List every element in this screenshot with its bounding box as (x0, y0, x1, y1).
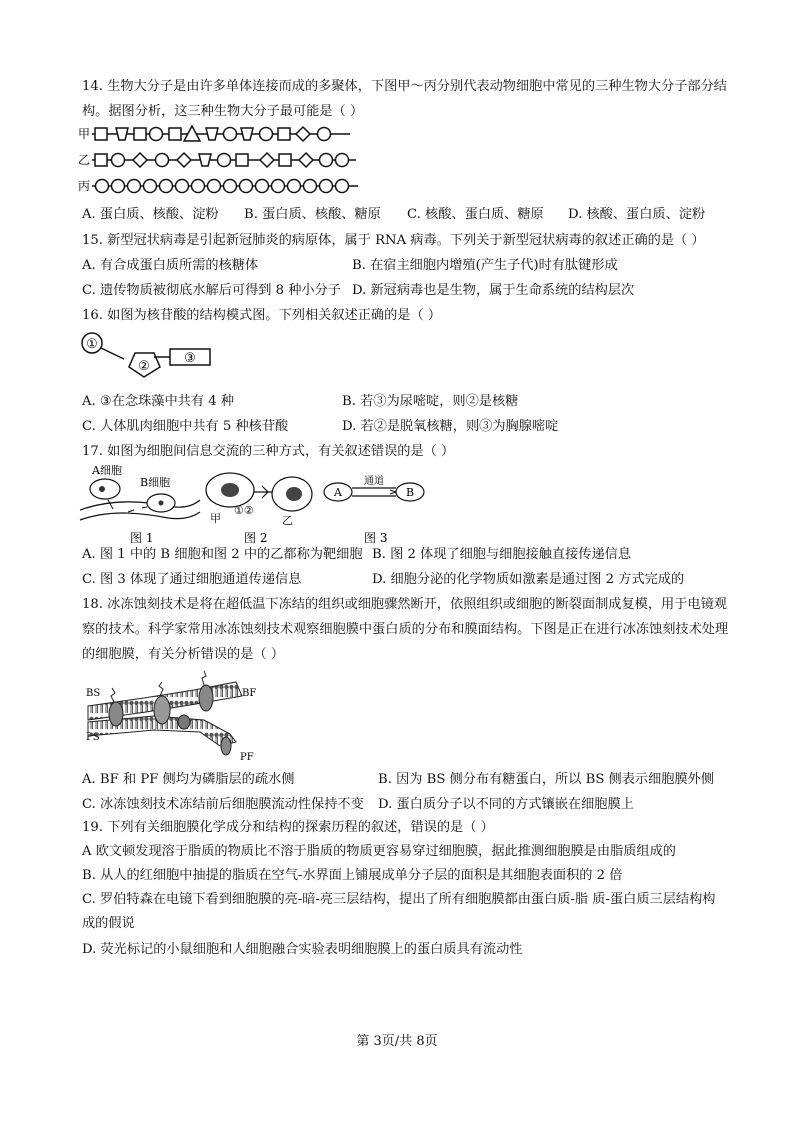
q16-option-d: D. 若②是脱氧核糖，则③为胸腺嘧啶 (342, 419, 559, 434)
protein (154, 696, 170, 724)
q18-stem-line1: 18. 冰冻蚀刻技术是将在超低温下冻结的组织或细胞骤然断开，依照组织或细胞的断裂面制成复模，用于电镜观 (82, 597, 727, 612)
pf-label: PF (240, 752, 254, 763)
q18-option-b: B. 因为 BS 侧分布有糖蛋白，所以 BS 侧表示细胞膜外侧 (378, 772, 715, 787)
q17-signaling-figure (78, 462, 438, 546)
polymer-chain-jia (92, 126, 350, 141)
protein (109, 702, 123, 726)
q17-stem: 17. 如图为细胞间信息交流的三种方式，有关叙述错误的是（ ） (82, 444, 455, 459)
polymer-chain-yi (92, 153, 356, 167)
ps-label: PS (86, 732, 100, 743)
fig2-yi-label: 乙 (282, 514, 293, 527)
q15-option-a: A. 有合成蛋白质所需的核糖体 (82, 258, 259, 273)
row-label: 乙 (78, 153, 91, 167)
q16-option-a: A. ③在念珠藻中共有 4 种 (82, 394, 235, 409)
fig2-caption: 图 2 (244, 531, 268, 545)
fig1-b-cell-label: B细胞 (140, 476, 171, 489)
q18-stem-line3: 的细胞膜，有关分析错误的是（ ） (82, 647, 285, 662)
q19-stem: 19. 下列有关细胞膜化学成分和结构的探索历程的叙述，错误的是（ ） (82, 820, 494, 835)
label-1: ① (86, 337, 98, 352)
row-label: 丙 (78, 179, 91, 193)
q15-option-d: D. 新冠病毒也是生物，属于生命系统的结构层次 (352, 283, 635, 298)
q16-option-c: C. 人体肌肉细胞中共有 5 种核苷酸 (82, 419, 289, 434)
q17-option-d: D. 细胞分泌的化学物质如激素是通过图 2 方式完成的 (372, 572, 685, 587)
q18-option-c: C. 冰冻蚀刻技术冻结前后细胞膜流动性保持不变 (82, 797, 364, 812)
fig1-caption: 图 1 (130, 531, 154, 545)
fig3-caption: 图 3 (364, 531, 388, 545)
q15-stem: 15. 新型冠状病毒是引起新冠肺炎的病原体，属于 RNA 病毒。下列关于新型冠状病毒的叙述正确的是（ ） (82, 233, 705, 248)
q19-option-d: D. 荧光标记的小鼠细胞和人细胞融合实验表明细胞膜上的蛋白质具有流动性 (82, 942, 523, 957)
label-3: ③ (184, 351, 196, 366)
bs-label: BS (86, 688, 101, 699)
fig3-b-label: B (405, 486, 415, 499)
q14-polymer-figure (78, 124, 368, 200)
q18-option-a: A. BF 和 PF 侧均为磷脂层的疏水侧 (82, 772, 295, 787)
q18-stem-line2: 察的技术。科学家常用冰冻蚀刻技术观察细胞膜中蛋白质的分布和膜面结构。下图是正在进行冰冻蚀刻技术处理 (82, 622, 729, 637)
q15-option-c: C. 遗传物质被彻底水解后可得到 8 种小分子 (82, 283, 341, 298)
blood-vessel-bottom (80, 512, 200, 520)
label-2: ② (138, 359, 150, 374)
protein (199, 685, 213, 711)
q14-stem-line2: 构。据图分析，这三种生物大分子最可能是（ ） (82, 104, 364, 119)
q14-option-d: D. 核酸、蛋白质、淀粉 (568, 207, 706, 222)
q14-option-c: C. 核酸、蛋白质、糖原 (407, 207, 544, 222)
q16-option-b: B. 若③为尿嘧啶，则②是核糖 (342, 394, 519, 409)
fig1-a-cell-label: A细胞 (92, 464, 122, 477)
q14-option-a: A. 蛋白质、核酸、淀粉 (82, 207, 219, 222)
q15-option-b: B. 在宿主细胞内增殖(产生子代)时有肽键形成 (352, 258, 618, 273)
fig3-channel-label: 通道 (364, 476, 384, 487)
row-label: 甲 (78, 127, 91, 141)
q18-option-d: D. 蛋白质分子以不同的方式镶嵌在细胞膜上 (378, 797, 634, 812)
q14-stem-line1: 14. 生物大分子是由许多单体连接而成的多聚体，下图甲～丙分别代表动物细胞中常见的三种生物大分子部分结 (82, 79, 727, 94)
polymer-chain-bing (92, 180, 358, 193)
q17-option-b: B. 图 2 体现了细胞与细胞接触直接传递信息 (372, 547, 632, 562)
q14-option-b: B. 蛋白质、核酸、糖原 (244, 207, 381, 222)
fig2-jia-label: 甲 (210, 512, 221, 525)
page-footer: 第 3页/共 8页 (356, 1034, 438, 1049)
blood-vessel-top (80, 500, 200, 510)
q16-stem: 16. 如图为核苷酸的结构模式图。下列相关叙述正确的是（ ） (82, 308, 442, 323)
q19-option-b: B. 从人的红细胞中抽提的脂质在空气-水界面上铺展成单分子层的面积是其细胞表面积的 2 倍 (82, 868, 623, 883)
fig2-nums-label: ①② (234, 504, 254, 517)
fig3-a-label: A (334, 486, 342, 499)
q17-option-a: A. 图 1 中的 B 细胞和图 2 中的乙都称为靶细胞 (82, 547, 363, 562)
q19-option-a: A 欧文顿发现溶于脂质的物质比不溶于脂质的物质更容易穿过细胞膜，据此推测细胞膜是由脂质组成的 (82, 844, 676, 859)
q18-freeze-etch-figure (84, 668, 274, 768)
protein (221, 737, 231, 755)
bf-label: BF (242, 688, 257, 699)
protein (178, 715, 190, 729)
q16-nucleotide-figure (80, 331, 220, 385)
q19-option-c-line1: C. 罗伯特森在电镜下看到细胞膜的亮-暗-亮三层结构，提出了所有细胞膜都由蛋白质-脂 质-蛋白质三层结构构 (82, 892, 716, 907)
q19-option-c-line2: 成的假说 (82, 916, 135, 931)
q17-option-c: C. 图 3 体现了通过细胞通道传递信息 (82, 572, 302, 587)
